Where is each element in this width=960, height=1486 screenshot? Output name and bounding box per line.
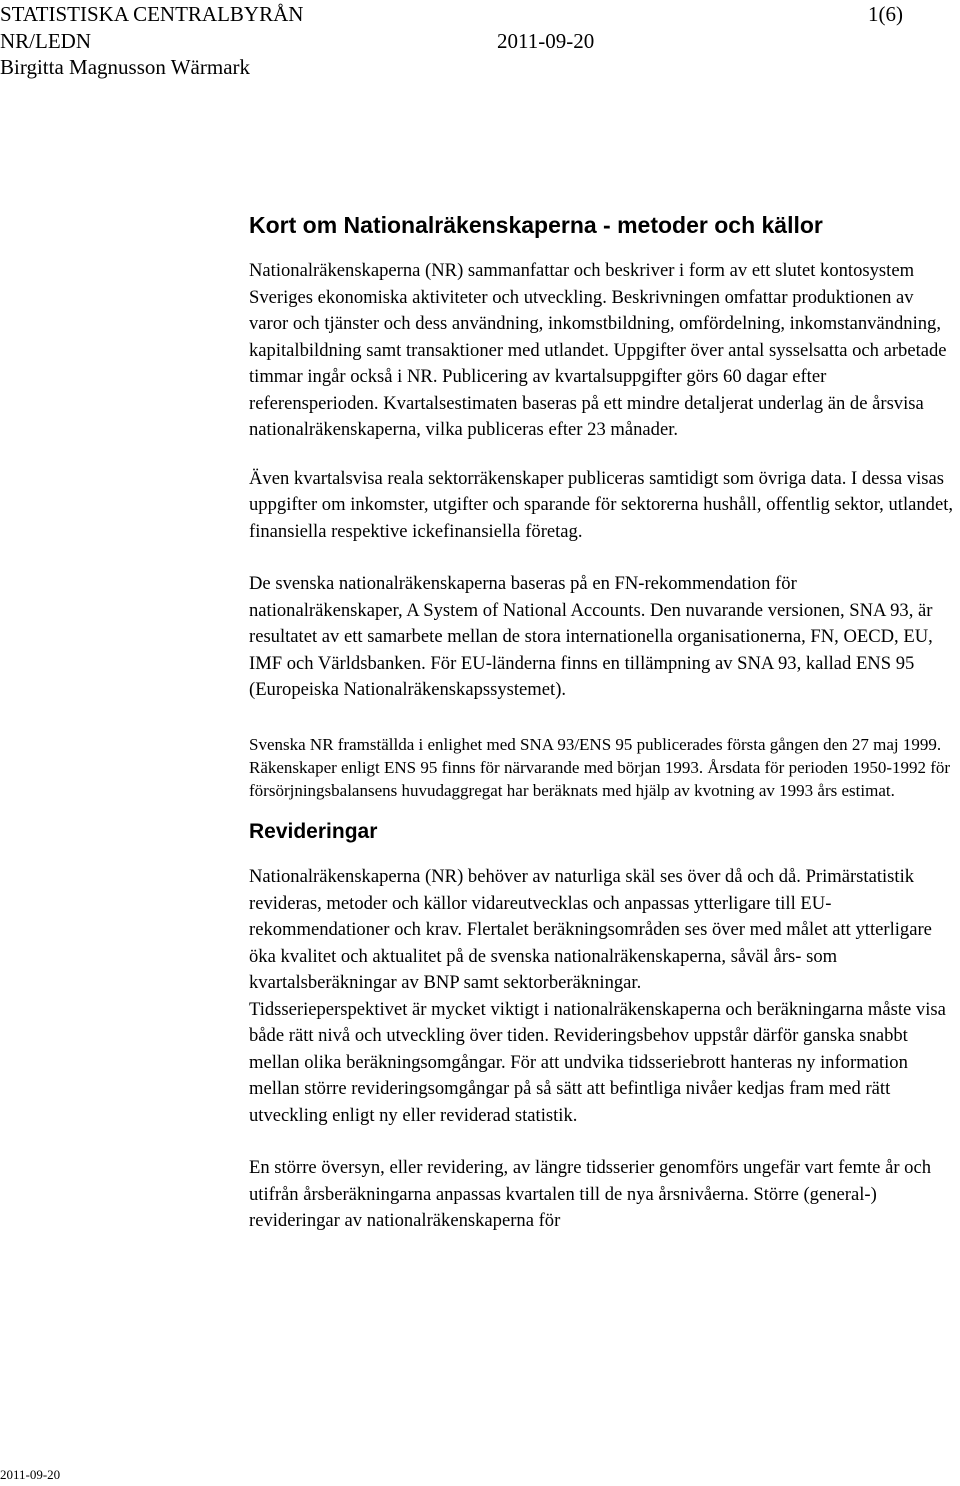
paragraph-sna: De svenska nationalräkenskaperna baseras på en FN-rekommendation för nationalräkenskaper, A System of National Accounts. Den nuvarande versionen, SNA 93, är resultatet av ett samarbete mellan de stora internationella organisationerna, FN, OECD, EU, IMF och Världsbanken. För EU-länderna finns en tillämpning av SNA 93, kallad ENS 95 (Europeiska Nationalräkenskapssystemet). [249, 573, 933, 700]
section-title-revideringar: Revideringar [249, 820, 378, 844]
footer-date: 2011-09-20 [0, 1467, 61, 1482]
paragraph-intro: Nationalräkenskaperna (NR) sammanfattar och beskriver i form av ett slutet kontosystem Sveriges ekonomiska aktiviteter och utveckling. Beskrivningen omfattar produktionen av varor och tjänster och dess användning, inkomstbildning, omfördelning, inkomstanvändning, kapitalbildning samt transaktioner med utlandet. Uppgifter över antal sysselsatta och arbetade timmar ingår också i NR. Publicering av kvartalsuppgifter görs 60 dagar efter referensperioden. Kvartalsestimaten baseras på ett mindre detaljerat underlag än de årsvisa nationalräkenskaperna, vilka publiceras efter 23 månader. [249, 260, 947, 440]
paragraph-time-series: Tidsserieperspektivet är mycket viktigt i nationalräkenskaperna och beräkningarna måste visa både rätt nivå och utveckling över tiden. Revideringsbehov uppstår därför ganska snabbt mellan olika beräkningsomgångar. För att undvika tidsseriebrott hanteras ny information mellan större revideringsomgångar på så sätt att befintliga nivåer kedjas fram med rätt utveckling enligt ny eller reviderad statistik. [249, 998, 946, 1126]
organization-name: STATISTISKA CENTRALBYRÅN [0, 2, 304, 26]
department-code: NR/LEDN [0, 29, 91, 53]
paragraph-ens95: Svenska NR framställda i enlighet med SNA 93/ENS 95 publicerades första gången den 27 maj 1999. Räkenskaper enligt ENS 95 finns för närvarande med början 1993. Årsdata för perioden 1950-1992 för försörjningsbalansens huvudaggregat har beräknats med hjälp av kvotning av 1993 års estimat. [249, 734, 951, 801]
header-date: 2011-09-20 [497, 29, 595, 53]
author-name: Birgitta Magnusson Wärmark [0, 55, 251, 79]
paragraph-general-revision: En större översyn, eller revidering, av längre tidsserier genomförs ungefär vart femte år och utifrån årsberäkningarna anpassas kvartalen till de nya årsnivåerna. Större (general-) revideringar av nationalräkenskaperna för [249, 1157, 932, 1232]
paragraph-sector-accounts: Även kvartalsvisa reala sektorräkenskaper publiceras samtidigt som övriga data. I dessa visas uppgifter om inkomster, utgifter och sparande för sektorerna hushåll, offentlig sektor, utlandet, finansiella respektive ickefinansiella företag. [249, 467, 954, 542]
document-body [249, 205, 955, 1235]
page-number: 1(6) [868, 2, 903, 26]
paragraph-revisions: Nationalräkenskaperna (NR) behöver av naturliga skäl ses över då och då. Primärstatistik revideras, metoder och källor vidareutvecklas och anpassas ytterligare till EU-rekommendationer och krav. Flertalet beräkningsområden ses över med målet att ytterligare öka kvalitet och aktualitet på de svenska nationalräkenskaperna, såväl års- som kvartalsberäkningar av BNP samt sektorberäkningar. [249, 866, 932, 994]
document-title: Kort om Nationalräkenskaperna - metoder och källor [249, 212, 823, 238]
